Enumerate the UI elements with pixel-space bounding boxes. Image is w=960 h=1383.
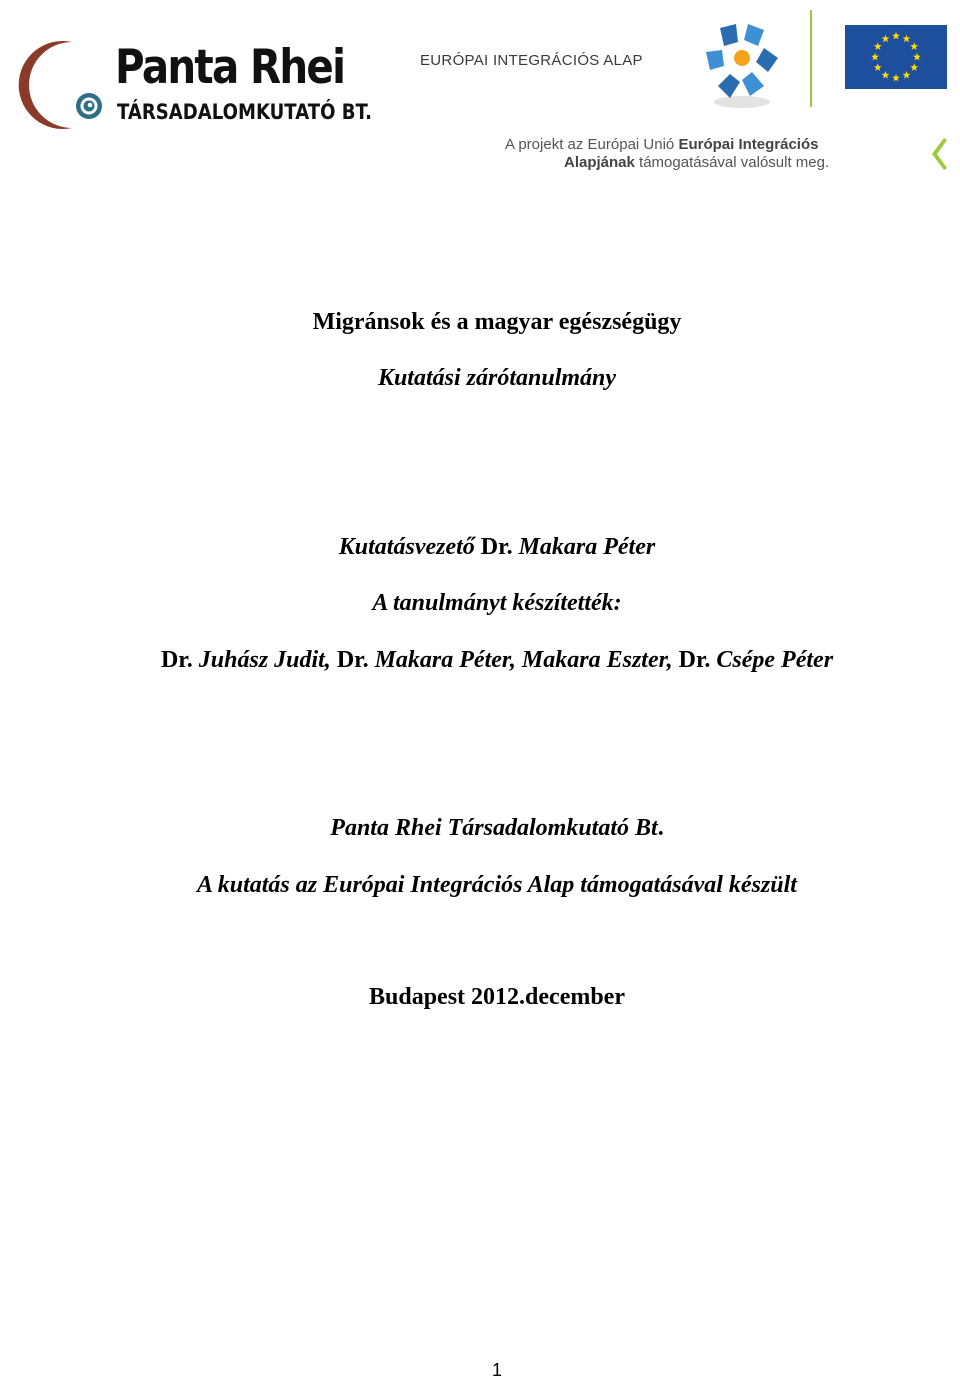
dateline: Budapest 2012.december — [369, 984, 625, 1010]
tagline-bold-2: Alapjának — [564, 154, 635, 171]
author-title: Dr. — [160, 647, 193, 673]
authors-label: A tanulmányt készítették: — [372, 590, 622, 616]
tagline-text-2: támogatásával valósult meg. — [634, 154, 830, 171]
document-title: Migránsok és a magyar egészségügy — [312, 309, 682, 335]
logo-wordmark: Panta Rhei — [115, 40, 345, 95]
spiral-logo-icon — [10, 36, 108, 132]
logo-subtitle: TÁRSADALOMKUTATÓ BT. — [117, 100, 372, 124]
author-title: Dr. — [678, 647, 711, 673]
leader-title: Dr. — [480, 534, 513, 560]
leader-label: Kutatásvezető — [338, 534, 475, 560]
author-title: Dr. — [336, 647, 369, 673]
organization-suffix: . — [657, 815, 664, 841]
document-header — [0, 0, 960, 190]
author-name: Csépe Péter — [716, 647, 834, 673]
funding-tagline — [505, 136, 829, 172]
program-name: EURÓPAI INTEGRÁCIÓS ALAP — [420, 52, 643, 69]
authors-list — [0, 647, 960, 674]
organization — [0, 815, 960, 842]
header-divider — [810, 10, 812, 107]
author-name: Juhász Judit, — [198, 647, 331, 673]
tagline-bold-1: Európai Integrációs — [678, 136, 819, 153]
leader-name: Makara Péter — [518, 534, 656, 560]
organization-name: Panta Rhei Társadalomkutató Bt — [330, 815, 658, 841]
page-number: 1 — [491, 1360, 502, 1380]
eia-star-logo-icon — [702, 22, 782, 112]
author-name: Makara Péter, Makara Eszter, — [374, 647, 673, 673]
eu-flag-icon — [845, 25, 947, 89]
funding-note: A kutatás az Európai Integrációs Alap támogatásával készült — [197, 872, 797, 898]
panta-rhei-logo — [10, 36, 372, 132]
document-subtitle: Kutatási zárótanulmány — [377, 365, 617, 391]
tagline-text-1: A projekt az Európai Unió — [505, 136, 679, 153]
chevron-left-icon — [926, 136, 948, 172]
research-leader — [0, 534, 960, 561]
